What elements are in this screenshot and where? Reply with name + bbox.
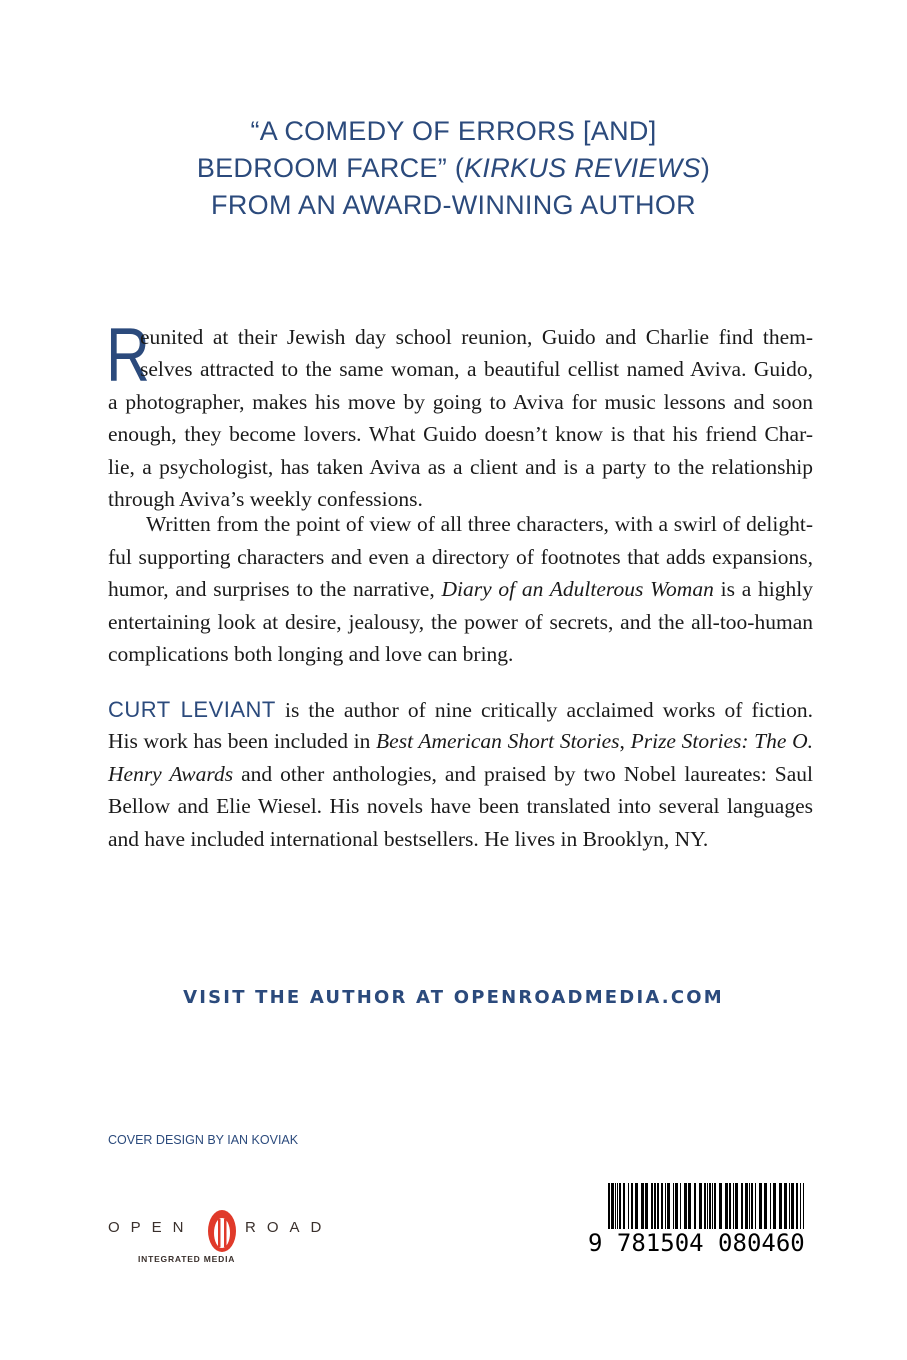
text-line bbox=[108, 729, 813, 754]
text-line bbox=[108, 610, 813, 635]
text-line bbox=[108, 390, 813, 415]
headline-line: “A COMEDY OF ERRORS [AND] bbox=[250, 116, 657, 146]
text-segment: selves attracted to the same woman, a beautiful cellist named Aviva. Guido, bbox=[140, 357, 813, 381]
text-line bbox=[108, 455, 813, 480]
text-segment: Prize Stories: The O. bbox=[630, 729, 813, 753]
isbn-barcode bbox=[588, 1183, 810, 1259]
text-segment: ful supporting characters and even a directory of footnotes that adds expansions, bbox=[108, 545, 813, 569]
text-segment: Henry Awards bbox=[108, 762, 234, 786]
text-segment: , bbox=[619, 729, 631, 753]
publisher-logo bbox=[106, 1207, 333, 1267]
logo-word-left: OPEN bbox=[108, 1219, 195, 1236]
author-website-link[interactable]: VISIT THE AUTHOR AT OPENROADMEDIA.COM bbox=[183, 987, 724, 1008]
text-segment: Best American Short Stories bbox=[376, 729, 620, 753]
text-line bbox=[140, 357, 813, 382]
text-segment: lie, a psychologist, has taken Aviva as a client and is a party to the relationship bbox=[108, 455, 813, 479]
text-segment: and have included international bestsellers. He lives in Brooklyn, NY. bbox=[108, 827, 709, 851]
headline-line: BEDROOM FARCE” (KIRKUS REVIEWS) bbox=[196, 153, 711, 183]
headline-line: FROM AN AWARD-WINNING AUTHOR bbox=[211, 190, 696, 220]
text-line bbox=[108, 577, 813, 602]
drop-cap: R bbox=[106, 313, 150, 398]
logo-word-right: ROAD bbox=[245, 1219, 333, 1236]
author-name: CURT LEVIANT bbox=[108, 697, 276, 722]
text-line bbox=[108, 422, 813, 447]
text-segment: entertaining look at desire, jealousy, the power of secrets, and the all-too-human bbox=[108, 610, 813, 634]
text-segment: through Aviva’s weekly confessions. bbox=[108, 487, 423, 511]
text-line bbox=[140, 325, 813, 350]
text-segment: complications both longing and love can bring. bbox=[108, 642, 514, 666]
text-segment: a photographer, makes his move by going to Aviva for music lessons and soon bbox=[108, 390, 813, 414]
logo-subtitle: INTEGRATED MEDIA bbox=[138, 1254, 236, 1264]
text-line bbox=[108, 545, 813, 570]
text-segment: is a highly bbox=[713, 577, 813, 601]
text-segment: enough, they become lovers. What Guido doesn’t know is that his friend Char- bbox=[108, 422, 813, 446]
text-line bbox=[108, 697, 813, 723]
text-segment: Bellow and Elie Wiesel. His novels have been translated into several languages bbox=[108, 794, 813, 818]
cover-credit: COVER DESIGN BY IAN KOVIAK bbox=[108, 1133, 299, 1147]
text-segment: is the author of nine critically acclaimed works of fiction. bbox=[275, 698, 813, 722]
text-line bbox=[146, 512, 813, 537]
isbn-number: 9 781504 080460 bbox=[588, 1229, 810, 1257]
text-segment: Written from the point of view of all three characters, with a swirl of delight- bbox=[146, 512, 813, 536]
text-line bbox=[108, 827, 813, 852]
text-segment: humor, and surprises to the narrative, bbox=[108, 577, 442, 601]
text-line bbox=[108, 487, 813, 512]
text-line bbox=[108, 762, 813, 787]
text-segment: eunited at their Jewish day school reunion, Guido and Charlie find them- bbox=[140, 325, 813, 349]
text-segment: His work has been included in bbox=[108, 729, 377, 753]
text-line bbox=[108, 642, 813, 667]
text-line bbox=[108, 794, 813, 819]
text-segment: Diary of an Adulterous Woman bbox=[441, 577, 714, 601]
logo-emblem-icon bbox=[205, 1207, 239, 1255]
text-segment: and other anthologies, and praised by two Nobel laureates: Saul bbox=[233, 762, 813, 786]
